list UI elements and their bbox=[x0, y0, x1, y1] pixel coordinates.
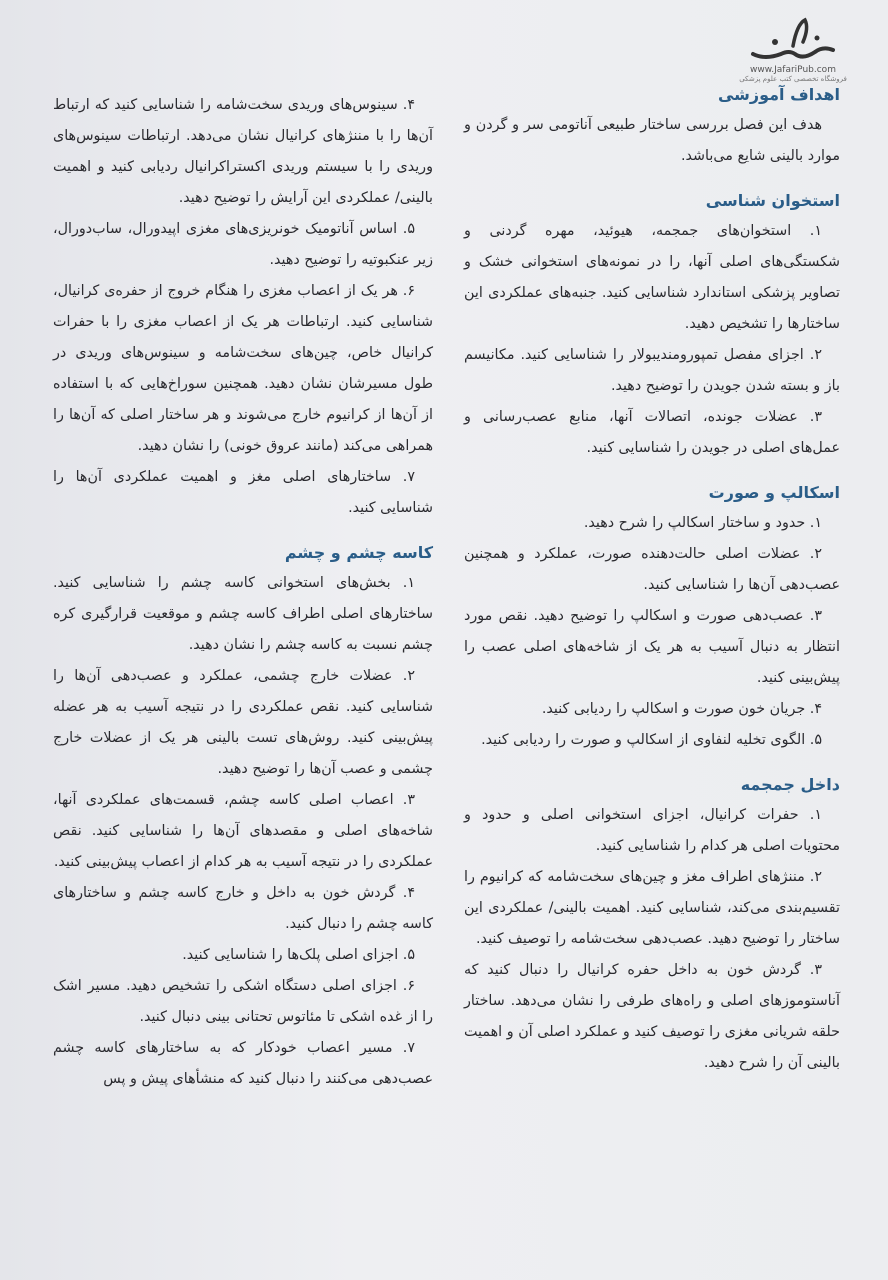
list-item: ۴. گردش خون به داخل و خارج کاسه چشم و ساختارهای کاسه چشم را دنبال کنید. bbox=[53, 885, 433, 932]
jafari-logo-icon bbox=[745, 16, 841, 64]
objectives-text: هدف این فصل بررسی ساختار طبیعی آناتومی سر و گردن و موارد بالینی شایع می‌باشد. bbox=[464, 117, 840, 164]
list-item: ۵. اجزای اصلی پلک‌ها را شناسایی کنید. bbox=[182, 947, 415, 963]
osteology-heading: استخوان شناسی bbox=[705, 191, 840, 210]
list-item: ۲. عضلات اصلی حالت‌دهنده صورت، عملکرد و همچنین عصب‌دهی آن‌ها را شناسایی کنید. bbox=[464, 546, 840, 593]
list-item: ۷. ساختارهای اصلی مغز و اهمیت عملکردی آن‌ها را شناسایی کنید. bbox=[53, 469, 433, 516]
list-item: ۲. مننژهای اطراف مغز و چین‌های سخت‌شامه که کرانیوم را تقسیم‌بندی می‌کند، شناسایی کنید. اهمیت بالینی/ عملکردی این ساختار را توضیح دهید. عصب‌دهی سخت‌شامه را توصیف کنید. bbox=[464, 869, 840, 947]
list-item: ۴. سینوس‌های وریدی سخت‌شامه را شناسایی کنید که ارتباط آن‌ها را با مننژهای کرانیال نشان می‌دهد. ارتباطات سینوس‌های وریدی را با سیستم وریدی اکستراکرانیال ردیابی کنید و اهمیت بالینی/ عملکردی این آرایش را توضیح دهید. bbox=[53, 97, 433, 206]
list-item: ۳. عضلات جونده، اتصالات آنها، منابع عصب‌رسانی و عمل‌های اصلی در جویدن را شناسایی کنید. bbox=[464, 409, 840, 456]
cranium-heading: داخل جمجمه bbox=[740, 775, 840, 794]
list-item: ۴. جریان خون صورت و اسکالپ را ردیابی کنید. bbox=[541, 701, 822, 717]
list-item: ۶. اجزای اصلی دستگاه اشکی را تشخیص دهید. مسیر اشک را از غده اشکی تا مئاتوس تحتانی بینی دنبال کنید. bbox=[53, 978, 433, 1025]
list-item: ۳. گردش خون به داخل حفره کرانیال را دنبال کنید که آناستوموزهای اصلی و راه‌های طرفی را نشان می‌دهد. ساختار حلقه شریانی مغزی را توصیف کنید و عملکرد اصلی آن و اهمیت بالینی آن را شرح دهید. bbox=[464, 962, 840, 1071]
list-item: ۱. حفرات کرانیال، اجزای استخوانی اصلی و حدود و محتویات اصلی هر کدام را شناسایی کنید. bbox=[464, 807, 840, 854]
list-item: ۲. اجزای مفصل تمپورومندیبولار را شناسایی کنید. مکانیسم باز و بسته شدن جویدن را توضیح دهید. bbox=[464, 347, 840, 394]
list-item: ۷. مسیر اعصاب خودکار که به ساختارهای کاسه چشم عصب‌دهی می‌کنند را دنبال کنید که منشأهای پیش و پس bbox=[53, 1040, 433, 1087]
objectives-heading: اهداف آموزشی bbox=[717, 85, 840, 104]
orbit-eye-heading: کاسه چشم و چشم bbox=[284, 543, 433, 562]
publisher-shop-text: فروشگاه تخصصی کتب علوم پزشکی bbox=[739, 75, 847, 83]
list-item: ۳. عصب‌دهی صورت و اسکالپ را توضیح دهید. نقص مورد انتظار به دنبال آسیب به هر یک از شاخه‌های اصلی عصب را پیش‌بینی کنید. bbox=[464, 608, 840, 686]
list-item: ۱. حدود و ساختار اسکالپ را شرح دهید. bbox=[583, 515, 822, 531]
list-item: ۱. بخش‌های استخوانی کاسه چشم را شناسایی کنید. ساختارهای اصلی اطراف کاسه چشم و موقعیت قرارگیری کره چشم نسبت به کاسه چشم را نشان دهید. bbox=[53, 575, 433, 653]
list-item: ۱. استخوان‌های جمجمه، هیوئید، مهره گردنی و شکستگی‌های اصلی آنها، را در نمونه‌های استخوانی خشک و تصاویر پزشکی استاندارد شناسایی کنید. جنبه‌های عملکردی این ساختارها را تشخیص دهید. bbox=[464, 223, 840, 332]
list-item: ۵. الگوی تخلیه لنفاوی از اسکالپ و صورت را ردیابی کنید. bbox=[481, 732, 822, 748]
list-item: ۳. اعصاب اصلی کاسه چشم، قسمت‌های عملکردی آنها، شاخه‌های اصلی و مقصدهای آن‌ها را شناسایی کنید. نقص عملکردی را در نتیجه آسیب به هر کدام از اعصاب پیش‌بینی کنید. bbox=[53, 792, 433, 870]
list-item: ۵. اساس آناتومیک خونریزی‌های مغزی اپیدورال، ساب‌دورال، زیر عنکبوتیه را توضیح دهید. bbox=[53, 221, 433, 268]
publisher-logo bbox=[738, 16, 848, 83]
list-item: ۶. هر یک از اعصاب مغزی را هنگام خروج از حفره‌ی کرانیال، شناسایی کنید. ارتباطات هر یک از اعصاب مغزی را با حفرات کرانیال خاص، چین‌های سخت‌شامه و سینوس‌های وریدی در طول مسیرشان نشان دهید. همچنین سوراخ‌هایی که با استفاده از آن‌ها از کرانیوم خارج می‌شوند و هر ساختار اصلی که آن‌ها را همراهی می‌کند (مانند عروق خونی) را نشان دهید. bbox=[53, 283, 433, 454]
scalp-face-heading: اسکالپ و صورت bbox=[708, 483, 840, 502]
left-column bbox=[53, 90, 433, 1095]
publisher-url: www.JafariPub.com bbox=[750, 65, 836, 75]
list-item: ۲. عضلات خارج چشمی، عملکرد و عصب‌دهی آن‌ها را شناسایی کنید. نقص عملکردی را در نتیجه آسیب به هر عضله پیش‌بینی کنید. روش‌های تست بالینی هر یک از عضلات خارج چشمی و عصب آن‌ها را توضیح دهید. bbox=[53, 668, 433, 777]
right-column bbox=[464, 80, 840, 1079]
